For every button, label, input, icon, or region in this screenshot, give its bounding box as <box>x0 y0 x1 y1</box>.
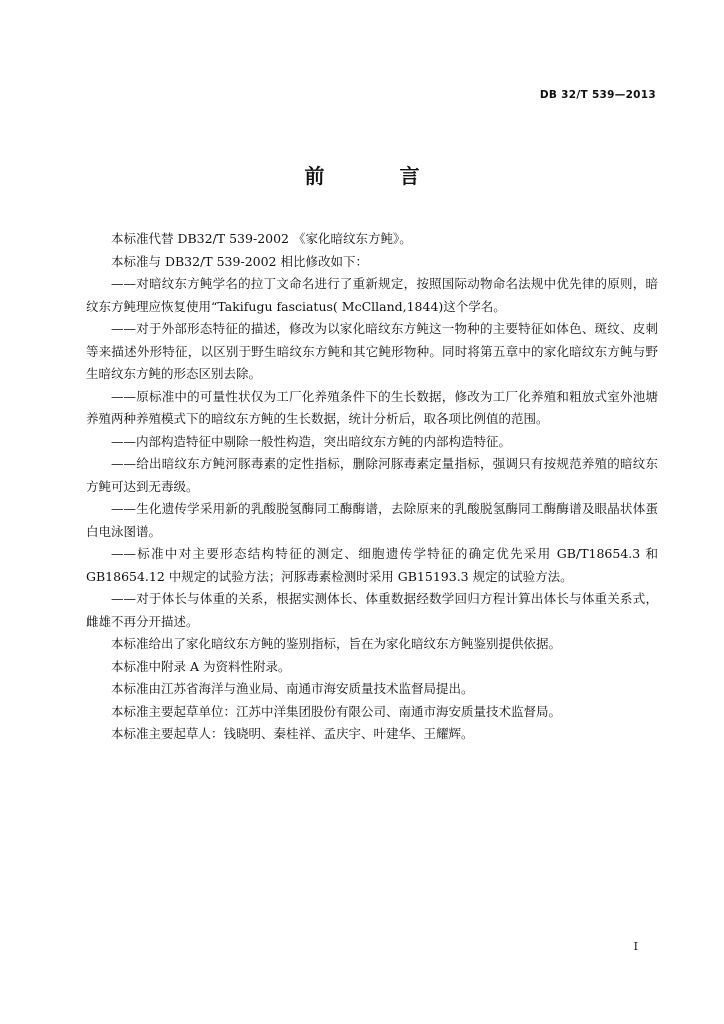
paragraph-change-internal-structure: ——内部构造特征中剔除一般性构造，突出暗纹东方鲀的内部构造特征。 <box>111 433 512 449</box>
page-number: I <box>633 940 638 953</box>
paragraph-proposer: 本标准由江苏省海洋与渔业局、南通市海安质量技术监督局提出。 <box>111 681 474 696</box>
paragraph-replaces: 本标准代替 DB32/T 539-2002 《家化暗纹东方鲀》。 <box>111 231 412 246</box>
paragraph-change-morphology: ——对于外部形态特征的描述，修改为以家化暗纹东方鲀这一物种的主要特征如体色、斑纹、皮刺等来描述外形特征，以区别于野生暗纹东方鲀和其它鲀形物种。同时将第五章中的家化暗纹东方鲀与野生暗纹东方鲀的形态区别去除。 <box>86 321 658 381</box>
paragraph-drafters: 本标准主要起草人：钱晓明、秦桂祥、孟庆宇、叶建华、王耀辉。 <box>111 726 474 741</box>
paragraph-changes-intro: 本标准与 DB32/T 539-2002 相比修改如下： <box>111 253 368 269</box>
paragraph-change-measurable-traits: ——原标准中的可量性状仅为工厂化养殖条件下的生长数据，修改为工厂化养殖和粗放式室外池塘养殖两种养殖模式下的暗纹东方鲀的生长数据，统计分析后，取各项比例值的范围。 <box>86 388 658 426</box>
preface-body <box>86 228 658 746</box>
paragraph-appendix: 本标准中附录 A 为资料性附录。 <box>111 658 291 674</box>
paragraph-change-tetrodotoxin: ——给出暗纹东方鲀河豚毒素的定性指标，删除河豚毒素定量指标，强调只有按规范养殖的暗纹东方鲀可达到无毒级。 <box>86 456 658 494</box>
paragraph-change-length-weight: ——对于体长与体重的关系，根据实测体长、体重数据经数学回归方程计算出体长与体重关系式，雌雄不再分开描述。 <box>86 591 658 629</box>
paragraph-change-latin-name: ——对暗纹东方鲀学名的拉丁文命名进行了重新规定，按照国际动物命名法规中优先律的原则，暗纹东方鲀理应恢复使用“Takifugu fasciatus( McClland,1844)这个学名。 <box>86 276 658 314</box>
page-title: 前 言 <box>304 164 454 188</box>
paragraph-drafting-units: 本标准主要起草单位：江苏中洋集团股份有限公司、南通市海安质量技术监督局。 <box>111 703 562 719</box>
standard-code: DB 32/T 539—2013 <box>539 89 656 101</box>
paragraph-change-test-methods: ——标准中对主要形态结构特征的测定、细胞遗传学特征的确定优先采用 GB/T18654.3 和 GB18654.12 中规定的试验方法；河豚毒素检测时采用 GB15193.3 规定的试验方法。 <box>86 546 658 584</box>
paragraph-purpose: 本标准给出了家化暗纹东方鲀的鉴别指标，旨在为家化暗纹东方鲀鉴别提供依据。 <box>111 636 562 651</box>
paragraph-change-biochemical-genetics: ——生化遗传学采用新的乳酸脱氢酶同工酶酶谱，去除原来的乳酸脱氢酶同工酶酶谱及眼晶状体蛋白电泳图谱。 <box>86 501 658 539</box>
